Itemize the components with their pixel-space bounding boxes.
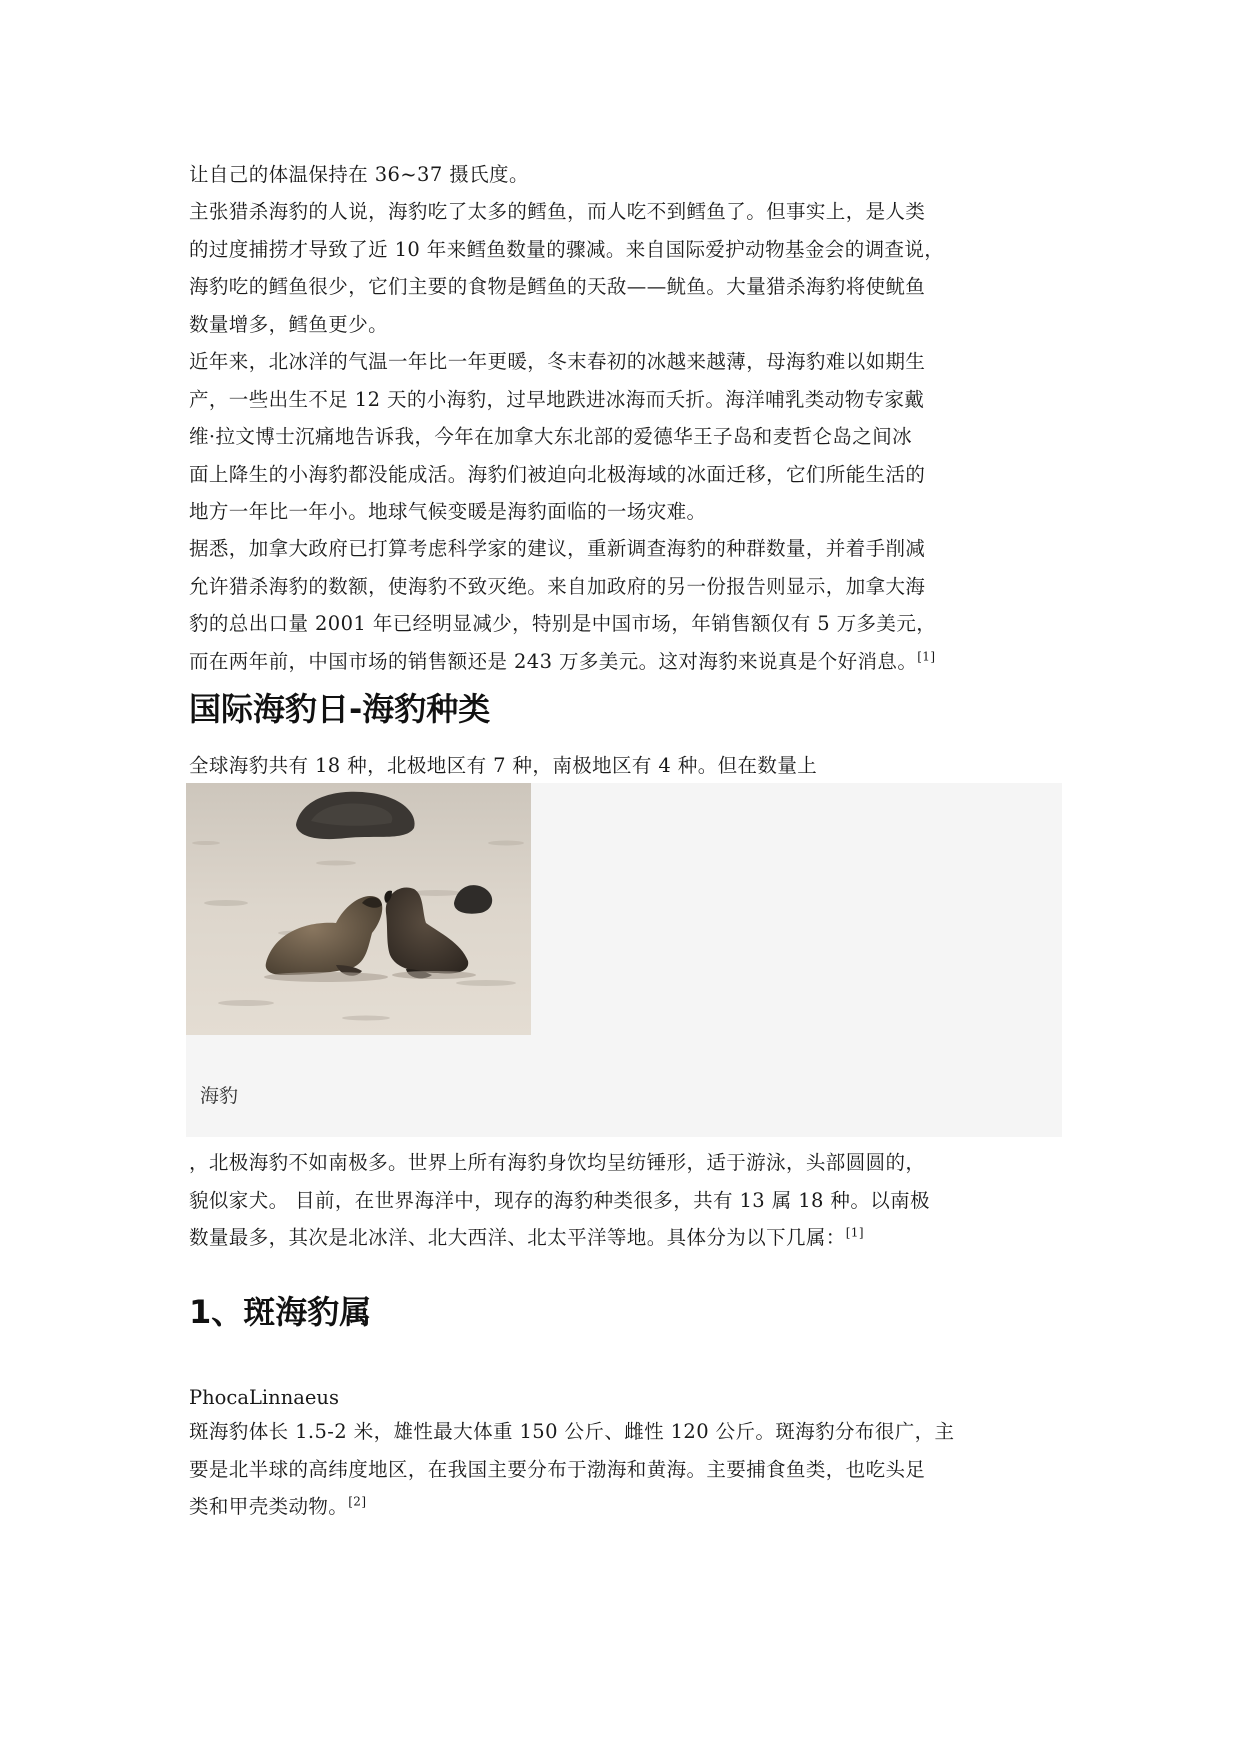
citation-link[interactable]: [2]: [348, 1494, 367, 1509]
paragraph-spotted-seal: [189, 1413, 1064, 1526]
text-line: [189, 643, 1064, 681]
text-line: 斑海豹体长 1.5-2 米，雄性最大体重 150 公斤、雌性 120 公斤。斑海豹分布很广，主: [189, 1420, 955, 1443]
text-line: 要是北半球的高纬度地区，在我国主要分布于渤海和黄海。主要捕食鱼类，也吃头足: [189, 1457, 926, 1481]
paragraph-seal-description: [189, 1144, 1064, 1257]
text-line: 主张猎杀海豹的人说，海豹吃了太多的鳕鱼，而人吃不到鳕鱼了。但事实上，是人类: [189, 200, 926, 223]
text-line: 貌似家犬。 目前，在世界海洋中，现存的海豹种类很多，共有 13 属 18 种。以南极: [189, 1188, 930, 1212]
text-line: 近年来，北冰洋的气温一年比一年更暖，冬末春初的冰越来越薄，母海豹难以如期生: [189, 350, 926, 373]
paragraph-body-temperature: [189, 156, 1064, 194]
text-line-content: 类和甲壳类动物。: [189, 1495, 349, 1518]
text-line-content: 而在两年前，中国市场的销售额还是 243 万多美元。这对海豹来说真是个好消息。: [189, 649, 918, 673]
text-line: 地方一年比一年小。地球气候变暖是海豹面临的一场灾难。: [189, 500, 707, 523]
text-line: 允许猎杀海豹的数额，使海豹不致灭绝。来自加政府的另一份报告则显示，加拿大海: [189, 574, 926, 598]
paragraph-climate-warming: [189, 343, 1064, 531]
latin-name: PhocaLinnaeus: [189, 1386, 340, 1409]
paragraph-canada-government: [189, 530, 1064, 680]
section-heading-phoca: 1、斑海豹属: [189, 1293, 372, 1331]
text-line: 让自己的体温保持在 36~37 摄氏度。: [189, 163, 529, 186]
paragraph-cod-hunting: [189, 193, 1064, 343]
text-line: 面上降生的小海豹都没能成活。海豹们被迫向北极海域的冰面迁移，它们所能生活的: [189, 462, 926, 486]
seal-photo[interactable]: [186, 783, 531, 1035]
section-heading-seal-species: 国际海豹日-海豹种类: [189, 690, 491, 728]
citation-link[interactable]: [1]: [845, 1225, 864, 1240]
text-line: 的过度捕捞才导致了近 10 年来鳕鱼数量的骤减。来自国际爱护动物基金会的调查说，: [189, 237, 945, 261]
text-line: 全球海豹共有 18 种，北极地区有 7 种，南极地区有 4 种。但在数量上: [189, 754, 818, 777]
text-line: [189, 1219, 1064, 1257]
text-line: 产，一些出生不足 12 天的小海豹，过早地跌进冰海而夭折。海洋哺乳类动物专家戴: [189, 387, 925, 411]
text-line: 数量增多，鳕鱼更少。: [189, 312, 389, 336]
figure-caption: 海豹: [200, 1085, 239, 1107]
text-line: 维·拉文博士沉痛地告诉我，今年在加拿大东北部的爱德华王子岛和麦哲仑岛之间冰: [189, 425, 912, 448]
text-line-content: 数量最多，其次是北冰洋、北大西洋、北太平洋等地。具体分为以下几属：: [189, 1226, 846, 1249]
text-line: 豹的总出口量 2001 年已经明显减少，特别是中国市场，年销售额仅有 5 万多美元，: [189, 612, 937, 635]
paragraph-species-count: [189, 747, 1064, 785]
text-line: ，北极海豹不如南极多。世界上所有海豹身饮均呈纺锤形，适于游泳，头部圆圆的，: [189, 1151, 926, 1174]
citation-link[interactable]: [1]: [917, 649, 936, 663]
image-figure: [186, 783, 1062, 1137]
text-line: [189, 1488, 1064, 1526]
text-line: 据悉，加拿大政府已打算考虑科学家的建议，重新调查海豹的种群数量，并着手削减: [189, 537, 926, 560]
text-line: 海豹吃的鳕鱼很少，它们主要的食物是鳕鱼的天敌——鱿鱼。大量猎杀海豹将使鱿鱼: [189, 275, 926, 298]
